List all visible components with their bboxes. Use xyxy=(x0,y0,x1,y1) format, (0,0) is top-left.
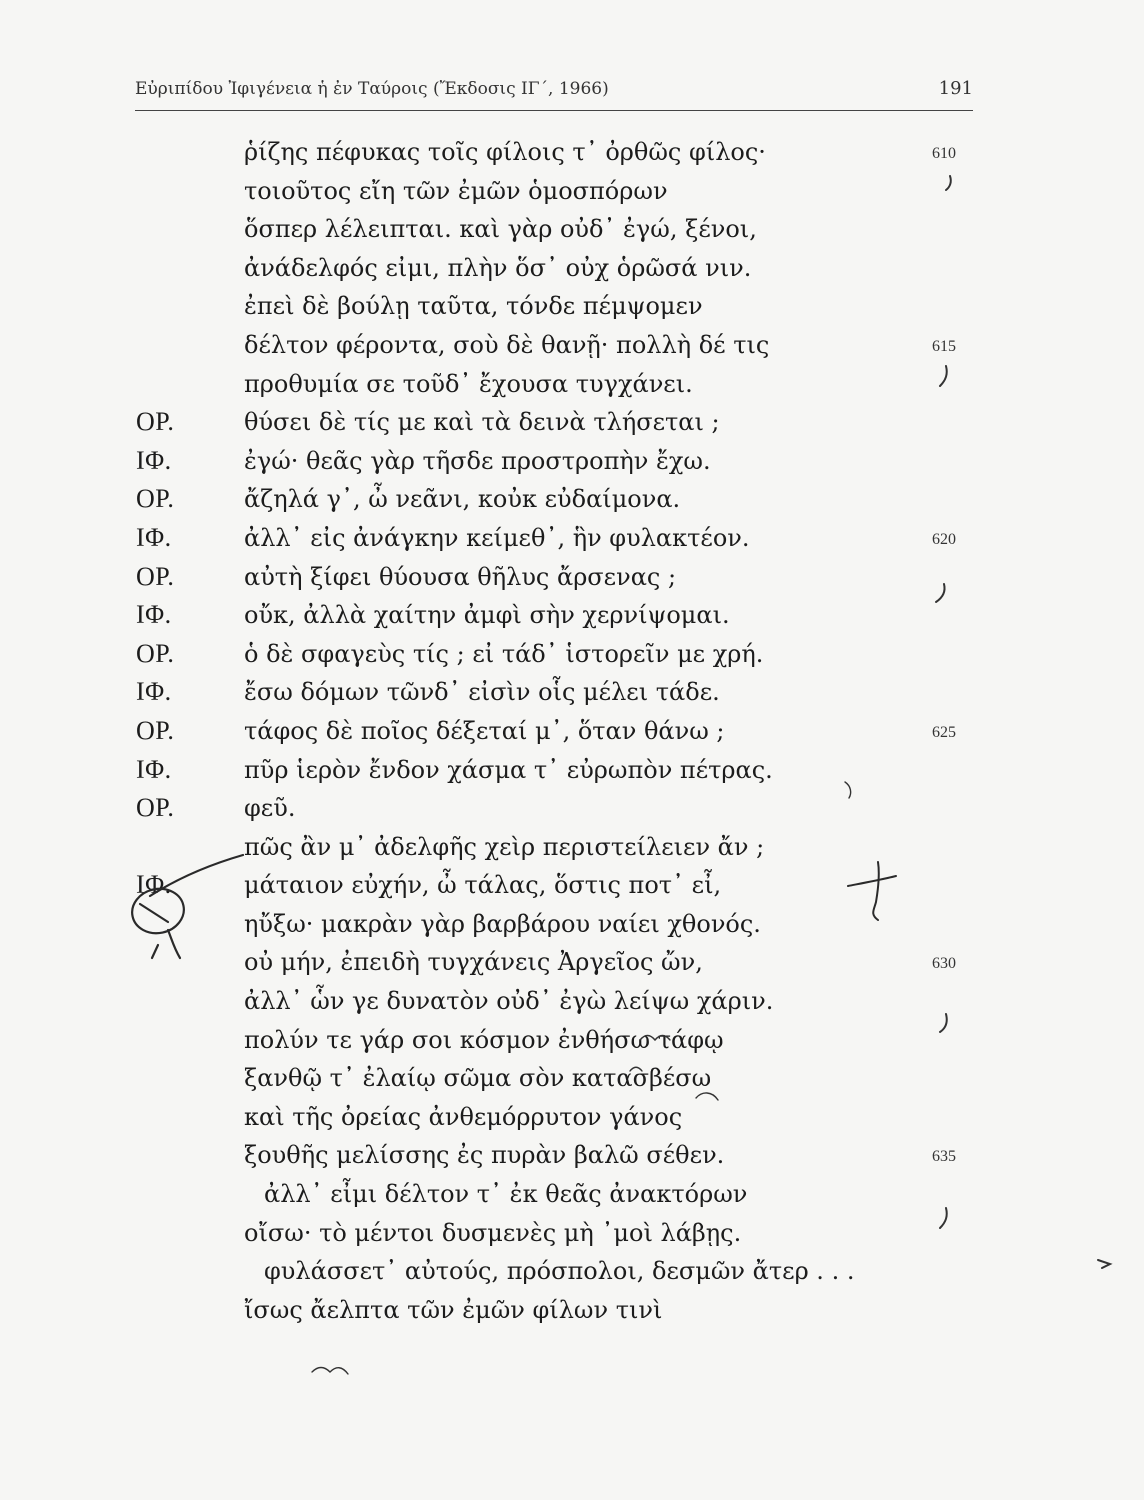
verse-text: ἀλλ᾽ εἰς ἀνάγκην κείμεθ᾽, ἣν φυλακτέον. xyxy=(244,523,750,552)
verse-text: ὁ δὲ σφαγεὺς τίς ; εἰ τάδ᾽ ἱστορεῖν με χρή. xyxy=(244,639,764,668)
verse-text: ἴσως ἄελπτα τῶν ἐμῶν φίλων τινὶ xyxy=(244,1295,663,1324)
header-rule xyxy=(135,110,973,111)
verse-line xyxy=(0,1214,1144,1253)
verse-line xyxy=(0,210,1144,249)
verse-text: φυλάσσετ᾽ αὐτούς, πρόσπολοι, δεσμῶν ἄτερ . . . xyxy=(264,1257,855,1286)
verse-text: ἀλλ᾽ εἶμι δέλτον τ᾽ ἐκ θεᾶς ἀνακτόρων xyxy=(264,1180,748,1209)
speaker-label: ΟΡ. xyxy=(136,715,175,745)
verse-line xyxy=(0,442,1144,481)
verse-text: πῦρ ἱερὸν ἔνδον χάσμα τ᾽ εὐρωπὸν πέτρας. xyxy=(244,755,773,784)
verse-line xyxy=(0,1175,1144,1214)
verse-line xyxy=(0,866,1144,905)
verse-text: οὔκ, ἀλλὰ χαίτην ἀμφὶ σὴν χερνίψομαι. xyxy=(244,601,730,630)
verse-line xyxy=(0,751,1144,790)
speaker-label: ΙΦ. xyxy=(136,870,172,900)
verse-line xyxy=(0,133,1144,172)
verse-text: ξανθῷ τ᾽ ἐλαίῳ σῶμα σὸν κατασβέσω xyxy=(244,1064,712,1093)
verse-text: ηὔξω· μακρὰν γὰρ βαρβάρου ναίει χθονός. xyxy=(244,909,761,938)
verse-text: ῥίζης πέφυκας τοῖς φίλοις τ᾽ ὀρθῶς φίλος· xyxy=(244,138,766,166)
line-number: 635 xyxy=(932,1148,956,1166)
verse-block xyxy=(0,133,1144,1329)
verse-text: πῶς ἂν μ᾽ ἀδελφῆς χεὶρ περιστείλειεν ἄν ; xyxy=(244,832,765,861)
verse-text: ἔσω δόμων τῶνδ᾽ εἰσὶν οἷς μέλει τάδε. xyxy=(244,678,720,707)
verse-text: αὐτὴ ξίφει θύουσα θῆλυς ἄρσενας ; xyxy=(244,562,677,591)
verse-line xyxy=(0,326,1144,365)
verse-text: ἄζηλά γ᾽, ὦ νεᾶνι, κοὐκ εὐδαίμονα. xyxy=(244,485,681,514)
verse-line xyxy=(0,712,1144,751)
line-number: 620 xyxy=(932,530,956,548)
verse-line xyxy=(0,905,1144,944)
verse-line xyxy=(0,828,1144,867)
verse-line xyxy=(0,558,1144,597)
verse-text: μάταιον εὐχήν, ὦ τάλας, ὅστις ποτ᾽ εἶ, xyxy=(244,871,722,900)
verse-line xyxy=(0,1291,1144,1330)
verse-text: ξουθῆς μελίσσης ἐς πυρὰν βαλῶ σέθεν. xyxy=(244,1141,725,1170)
speaker-label: ΙΦ. xyxy=(136,754,172,784)
speaker-label: ΙΦ. xyxy=(136,677,172,707)
verse-text: τοιοῦτος εἴη τῶν ἐμῶν ὁμοσπόρων xyxy=(244,176,668,205)
line-number: 630 xyxy=(932,955,956,973)
verse-line xyxy=(0,249,1144,288)
verse-line xyxy=(0,789,1144,828)
verse-line xyxy=(0,596,1144,635)
verse-line xyxy=(0,172,1144,211)
verse-text: πολύν τε γάρ σοι κόσμον ἐνθήσω τάφῳ xyxy=(244,1025,724,1054)
speaker-label: ΙΦ. xyxy=(136,522,172,552)
verse-text: ἐπεὶ δὲ βούλῃ ταῦτα, τόνδε πέμψομεν xyxy=(244,292,703,321)
running-head xyxy=(135,74,973,104)
verse-text: καὶ τῆς ὀρείας ἀνθεμόρρυτον γάνος xyxy=(244,1102,683,1131)
verse-line xyxy=(0,480,1144,519)
verse-line xyxy=(0,287,1144,326)
verse-line xyxy=(0,1021,1144,1060)
line-number: 615 xyxy=(932,337,956,355)
speaker-label: ΟΡ. xyxy=(136,638,175,668)
verse-text: φεῦ. xyxy=(244,794,296,823)
line-number: 625 xyxy=(932,723,956,741)
verse-text: δέλτον φέροντα, σοὺ δὲ θανῇ· πολλὴ δέ τις xyxy=(244,330,770,359)
verse-text: ἀλλ᾽ ὧν γε δυνατὸν οὐδ᾽ ἐγὼ λείψω χάριν. xyxy=(244,987,774,1016)
verse-line xyxy=(0,403,1144,442)
speaker-label: ΟΡ. xyxy=(136,793,175,823)
verse-line xyxy=(0,365,1144,404)
verse-text: οὐ μήν, ἐπειδὴ τυγχάνεις Ἀργεῖος ὤν, xyxy=(244,948,703,977)
verse-text: ἐγώ· θεᾶς γὰρ τῆσδε προστροπὴν ἔχω. xyxy=(244,446,711,475)
verse-line xyxy=(0,982,1144,1021)
speaker-label: ΙΦ. xyxy=(136,445,172,475)
verse-line xyxy=(0,1136,1144,1175)
verse-line xyxy=(0,673,1144,712)
running-title: Εὐριπίδου Ἰφιγένεια ἡ ἐν Ταύροις (Ἔκδοσις ΙΓ΄, 1966) xyxy=(135,79,609,99)
verse-text: ἀνάδελφός εἰμι, πλὴν ὅσ᾽ οὐχ ὁρῶσά νιν. xyxy=(244,253,752,282)
verse-text: τάφος δὲ ποῖος δέξεταί μ᾽, ὅταν θάνω ; xyxy=(244,716,725,745)
speaker-label: ΟΡ. xyxy=(136,407,175,437)
line-number: 610 xyxy=(932,145,956,162)
speaker-label: ΟΡ. xyxy=(136,484,175,514)
verse-text: προθυμία σε τοῦδ᾽ ἔχουσα τυγχάνει. xyxy=(244,369,693,398)
speaker-label: ΟΡ. xyxy=(136,561,175,591)
verse-text: οἴσω· τὸ μέντοι δυσμενὲς μὴ ᾽μοὶ λάβῃς. xyxy=(244,1218,742,1247)
verse-line xyxy=(0,635,1144,674)
verse-line xyxy=(0,1252,1144,1291)
verse-text: ὅσπερ λέλειπται. καὶ γὰρ οὐδ᾽ ἐγώ, ξένοι, xyxy=(244,215,757,244)
verse-line xyxy=(0,943,1144,982)
speaker-label: ΙΦ. xyxy=(136,600,172,630)
verse-line xyxy=(0,519,1144,558)
verse-text: θύσει δὲ τίς με καὶ τὰ δεινὰ τλήσεται ; xyxy=(244,408,720,437)
verse-line xyxy=(0,1059,1144,1098)
page-number: 191 xyxy=(938,78,973,99)
verse-line xyxy=(0,1098,1144,1137)
